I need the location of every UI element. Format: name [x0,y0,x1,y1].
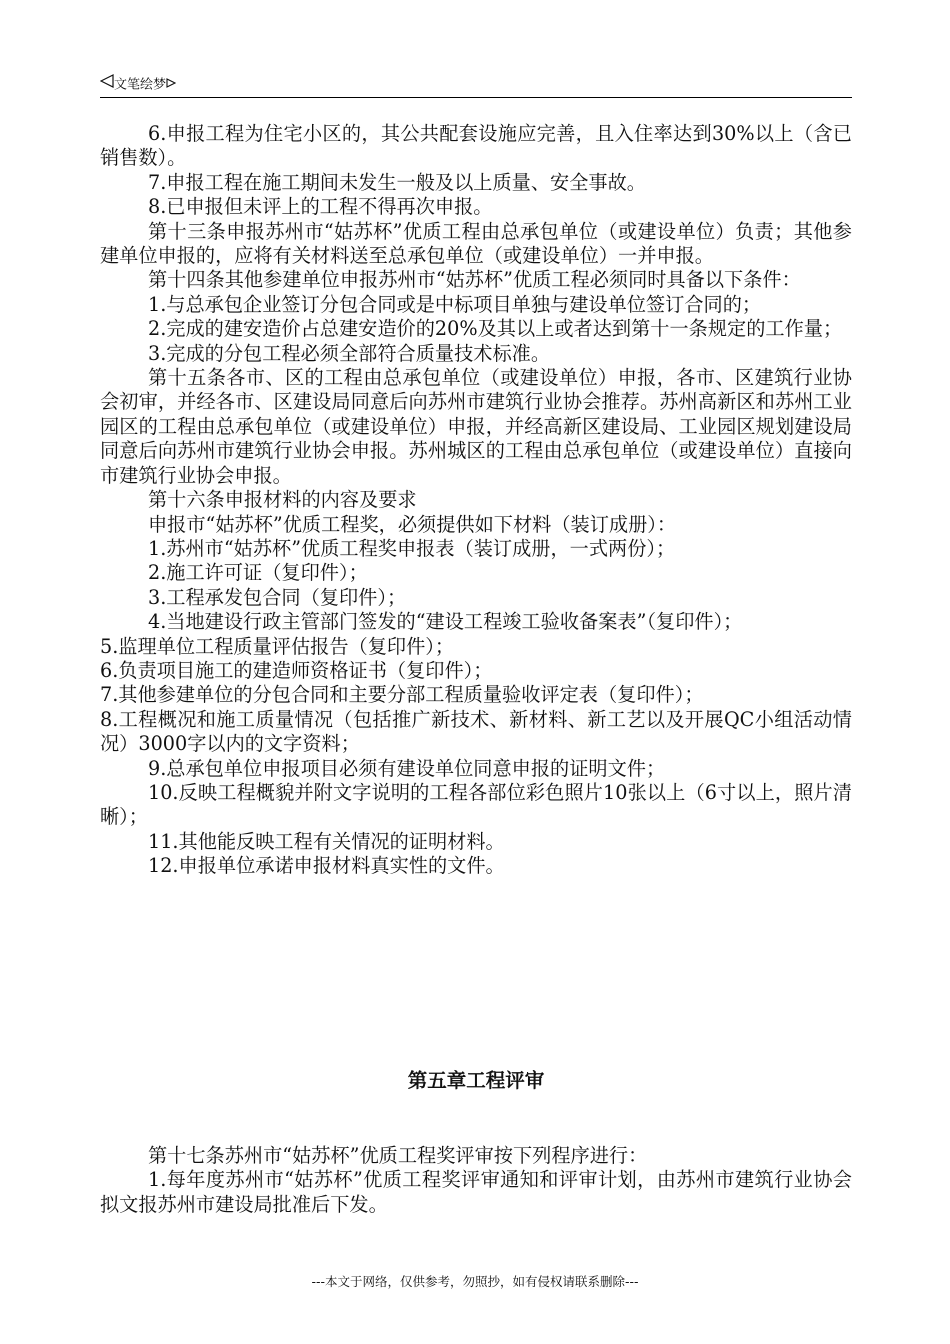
paragraph: 9.总承包单位申报项目必须有建设单位同意申报的证明文件； [148,756,666,780]
page-footer: ---本文于网络，仅供参考，勿照抄，如有侵权请联系删除--- [311,1274,639,1289]
paragraph: 8.工程概况和施工质量情况（包括推广新技术、新材料、新工艺以及开展QC小组活动情况）3000字以内的文字资料； [100,707,852,756]
paragraph: 12.申报单位承诺申报材料真实性的文件。 [148,854,505,878]
header-rule [100,97,852,98]
paragraph: 3.完成的分包工程必须全部符合质量技术标准。 [148,341,551,365]
article-15: 第十五条各市、区的工程由总承包单位（或建设单位）申报，各市、区建筑行业协会初审，并经各市、区建设局同意后向苏州市建筑行业协会推荐。苏州高新区和苏州工业园区的工程由总承包单位（或建设单位）申报，并经高新区建设局、工业园区规划建设局同意后向苏州市建筑行业协会申报。苏州城区的工程由总承包单位（或建设单位）直接向市建筑行业协会申报。 [100,366,852,487]
paragraph: 2.完成的建安造价占总建安造价的20%及其以上或者达到第十一条规定的工作量； [148,317,843,341]
paragraph: 6.申报工程为住宅小区的，其公共配套设施应完善，且入住率达到30%以上（含已销售数）。 [100,122,852,170]
paragraph: 1.与总承包企业签订分包合同或是中标项目单独与建设单位签订合同的； [148,292,762,316]
paragraph: 6.负责项目施工的建造师资格证书（复印件）； [100,658,493,682]
paragraph: 3.工程承发包合同（复印件）； [148,585,407,609]
article-13: 第十三条申报苏州市“姑苏杯”优质工程由总承包单位（或建设单位）负责；其他参建单位申报的，应将有关材料送至总承包单位（或建设单位）一并申报。 [100,219,852,268]
article-17: 第十七条苏州市“姑苏杯”优质工程奖评审按下列程序进行： [148,1144,648,1167]
page-header [100,74,852,96]
paragraph: 2.施工许可证（复印件）； [148,561,368,585]
left-triangle-icon [100,74,114,96]
article-16: 第十六条申报材料的内容及要求 [148,488,417,512]
paragraph: 1.苏州市“姑苏杯”优质工程奖申报表（装订成册，一式两份）； [148,536,676,560]
right-triangle-icon [166,74,176,96]
article-14: 第十四条其他参建单位申报苏州市“姑苏杯”优质工程必须同时具备以下条件： [148,268,801,292]
paragraph: 申报市“姑苏杯”优质工程奖，必须提供如下材料（装订成册）： [148,512,677,536]
paragraph: 5.监理单位工程质量评估报告（复印件）； [100,634,455,658]
document-body-continued [100,1144,852,1217]
paragraph: 8.已申报但未评上的工程不得再次申报。 [148,195,493,219]
chapter-heading: 第五章工程评审 [407,1069,545,1092]
paragraph: 7.其他参建单位的分包合同和主要分部工程质量验收评定表（复印件）； [100,683,704,707]
header-title: 文笔绘梦 [114,77,167,93]
document-body [100,122,852,879]
paragraph: 1.每年度苏州市“姑苏杯”优质工程奖评审通知和评审计划，由苏州市建筑行业协会拟文报苏州市建设局批准后下发。 [100,1168,852,1216]
paragraph: 4.当地建设行政主管部门签发的“建设工程竣工验收备案表”（复印件）； [148,610,743,634]
paragraph: 11.其他能反映工程有关情况的证明材料。 [148,829,505,853]
paragraph: 10.反映工程概貌并附文字说明的工程各部位彩色照片10张以上（6寸以上，照片清晰）； [100,780,852,829]
paragraph: 7.申报工程在施工期间未发生一般及以上质量、安全事故。 [148,170,646,194]
